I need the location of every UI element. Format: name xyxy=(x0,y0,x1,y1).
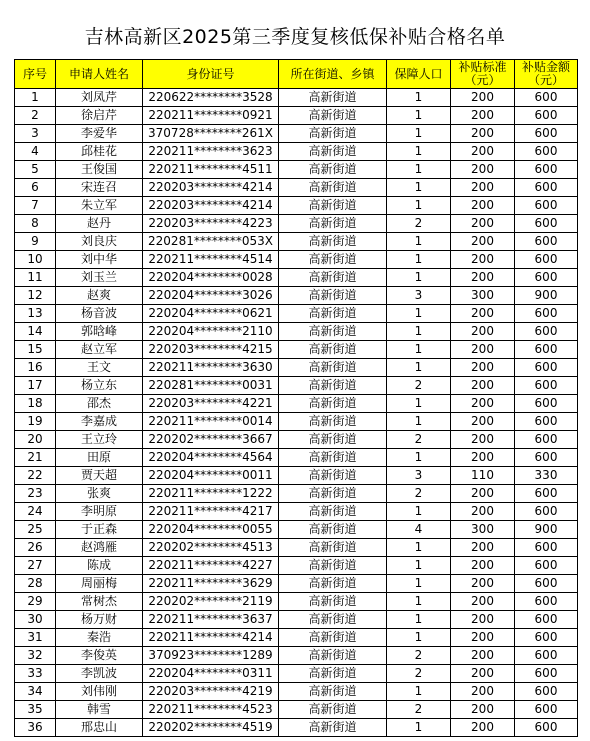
cell-street: 高新街道 xyxy=(279,323,387,341)
cell-seq: 9 xyxy=(15,233,56,251)
cell-standard: 200 xyxy=(451,89,515,107)
cell-street: 高新街道 xyxy=(279,143,387,161)
table-row xyxy=(15,251,578,269)
cell-amount: 600 xyxy=(515,305,578,323)
cell-seq: 15 xyxy=(15,341,56,359)
cell-population: 3 xyxy=(387,467,451,485)
table-row xyxy=(15,341,578,359)
cell-name: 赵鸿雁 xyxy=(56,539,143,557)
cell-population: 1 xyxy=(387,161,451,179)
cell-street: 高新街道 xyxy=(279,359,387,377)
cell-amount: 600 xyxy=(515,593,578,611)
cell-id-number: 220202********3667 xyxy=(143,431,279,449)
cell-seq: 35 xyxy=(15,701,56,719)
cell-population: 2 xyxy=(387,431,451,449)
cell-standard: 200 xyxy=(451,503,515,521)
cell-standard: 200 xyxy=(451,359,515,377)
cell-id-number: 220203********4223 xyxy=(143,215,279,233)
table-row xyxy=(15,107,578,125)
cell-amount: 600 xyxy=(515,701,578,719)
cell-street: 高新街道 xyxy=(279,431,387,449)
cell-id-number: 220204********0055 xyxy=(143,521,279,539)
cell-seq: 4 xyxy=(15,143,56,161)
cell-population: 2 xyxy=(387,485,451,503)
cell-name: 刘凤芹 xyxy=(56,89,143,107)
cell-seq: 33 xyxy=(15,665,56,683)
cell-id-number: 220202********2119 xyxy=(143,593,279,611)
cell-amount: 600 xyxy=(515,143,578,161)
cell-standard: 110 xyxy=(451,467,515,485)
table-row xyxy=(15,683,578,701)
cell-population: 1 xyxy=(387,683,451,701)
cell-id-number: 220203********4214 xyxy=(143,197,279,215)
cell-name: 杨音波 xyxy=(56,305,143,323)
cell-street: 高新街道 xyxy=(279,575,387,593)
cell-amount: 600 xyxy=(515,647,578,665)
cell-seq: 17 xyxy=(15,377,56,395)
cell-street: 高新街道 xyxy=(279,629,387,647)
cell-street: 高新街道 xyxy=(279,413,387,431)
cell-street: 高新街道 xyxy=(279,215,387,233)
table-row xyxy=(15,305,578,323)
cell-amount: 600 xyxy=(515,557,578,575)
cell-population: 1 xyxy=(387,89,451,107)
cell-seq: 24 xyxy=(15,503,56,521)
table-row xyxy=(15,215,578,233)
cell-street: 高新街道 xyxy=(279,665,387,683)
cell-standard: 200 xyxy=(451,215,515,233)
cell-seq: 1 xyxy=(15,89,56,107)
cell-id-number: 220204********4564 xyxy=(143,449,279,467)
cell-population: 1 xyxy=(387,575,451,593)
cell-amount: 600 xyxy=(515,485,578,503)
cell-standard: 200 xyxy=(451,143,515,161)
cell-street: 高新街道 xyxy=(279,341,387,359)
cell-standard: 200 xyxy=(451,377,515,395)
cell-seq: 32 xyxy=(15,647,56,665)
cell-standard: 200 xyxy=(451,575,515,593)
cell-standard: 200 xyxy=(451,557,515,575)
cell-name: 王文 xyxy=(56,359,143,377)
cell-amount: 600 xyxy=(515,215,578,233)
table-row xyxy=(15,719,578,737)
cell-name: 韩雪 xyxy=(56,701,143,719)
table-row xyxy=(15,233,578,251)
table-row xyxy=(15,323,578,341)
cell-name: 刘伟刚 xyxy=(56,683,143,701)
cell-amount: 600 xyxy=(515,161,578,179)
cell-standard: 200 xyxy=(451,323,515,341)
table-row xyxy=(15,449,578,467)
cell-name: 邵杰 xyxy=(56,395,143,413)
cell-name: 邱桂花 xyxy=(56,143,143,161)
cell-id-number: 220211********4214 xyxy=(143,629,279,647)
header-name: 申请人姓名 xyxy=(56,60,143,89)
cell-amount: 600 xyxy=(515,395,578,413)
cell-seq: 18 xyxy=(15,395,56,413)
cell-street: 高新街道 xyxy=(279,647,387,665)
table-row xyxy=(15,395,578,413)
cell-amount: 600 xyxy=(515,575,578,593)
cell-amount: 600 xyxy=(515,683,578,701)
table-row xyxy=(15,503,578,521)
cell-amount: 600 xyxy=(515,719,578,737)
table-row xyxy=(15,647,578,665)
cell-population: 1 xyxy=(387,305,451,323)
cell-street: 高新街道 xyxy=(279,395,387,413)
cell-amount: 900 xyxy=(515,521,578,539)
cell-id-number: 220203********4221 xyxy=(143,395,279,413)
cell-street: 高新街道 xyxy=(279,377,387,395)
cell-amount: 600 xyxy=(515,413,578,431)
table-row xyxy=(15,197,578,215)
cell-street: 高新街道 xyxy=(279,593,387,611)
cell-population: 1 xyxy=(387,719,451,737)
cell-population: 1 xyxy=(387,539,451,557)
cell-name: 朱立军 xyxy=(56,197,143,215)
cell-standard: 200 xyxy=(451,539,515,557)
cell-population: 3 xyxy=(387,287,451,305)
cell-population: 1 xyxy=(387,395,451,413)
cell-seq: 19 xyxy=(15,413,56,431)
cell-name: 田原 xyxy=(56,449,143,467)
cell-seq: 14 xyxy=(15,323,56,341)
cell-standard: 200 xyxy=(451,179,515,197)
table-row xyxy=(15,665,578,683)
cell-id-number: 220204********0311 xyxy=(143,665,279,683)
cell-standard: 200 xyxy=(451,341,515,359)
cell-standard: 300 xyxy=(451,521,515,539)
cell-seq: 28 xyxy=(15,575,56,593)
cell-standard: 200 xyxy=(451,431,515,449)
cell-amount: 600 xyxy=(515,503,578,521)
cell-name: 赵丹 xyxy=(56,215,143,233)
table-row xyxy=(15,485,578,503)
table-row xyxy=(15,611,578,629)
table-row xyxy=(15,161,578,179)
cell-amount: 330 xyxy=(515,467,578,485)
cell-amount: 600 xyxy=(515,611,578,629)
cell-seq: 2 xyxy=(15,107,56,125)
cell-population: 2 xyxy=(387,215,451,233)
cell-standard: 200 xyxy=(451,251,515,269)
cell-standard: 200 xyxy=(451,233,515,251)
cell-name: 李爱华 xyxy=(56,125,143,143)
cell-street: 高新街道 xyxy=(279,125,387,143)
cell-id-number: 220211********3623 xyxy=(143,143,279,161)
table-row xyxy=(15,701,578,719)
cell-street: 高新街道 xyxy=(279,719,387,737)
cell-amount: 600 xyxy=(515,431,578,449)
header-population: 保障人口 xyxy=(387,60,451,89)
cell-name: 李明原 xyxy=(56,503,143,521)
cell-name: 李凯波 xyxy=(56,665,143,683)
cell-name: 邢忠山 xyxy=(56,719,143,737)
cell-population: 2 xyxy=(387,377,451,395)
cell-standard: 200 xyxy=(451,413,515,431)
cell-standard: 200 xyxy=(451,107,515,125)
document-title: 吉林高新区2025第三季度复核低保补贴合格名单 xyxy=(84,26,506,48)
cell-population: 1 xyxy=(387,269,451,287)
cell-standard: 300 xyxy=(451,287,515,305)
cell-seq: 16 xyxy=(15,359,56,377)
cell-street: 高新街道 xyxy=(279,485,387,503)
cell-standard: 200 xyxy=(451,719,515,737)
cell-population: 2 xyxy=(387,701,451,719)
cell-name: 王立玲 xyxy=(56,431,143,449)
cell-id-number: 220622********3528 xyxy=(143,89,279,107)
cell-name: 李嘉成 xyxy=(56,413,143,431)
cell-id-number: 220204********2110 xyxy=(143,323,279,341)
cell-seq: 22 xyxy=(15,467,56,485)
cell-amount: 600 xyxy=(515,665,578,683)
cell-id-number: 370728********261X xyxy=(143,125,279,143)
cell-seq: 20 xyxy=(15,431,56,449)
cell-id-number: 220211********0921 xyxy=(143,107,279,125)
cell-seq: 12 xyxy=(15,287,56,305)
table-row xyxy=(15,143,578,161)
cell-name: 宋连召 xyxy=(56,179,143,197)
header-standard: 补贴标准（元） xyxy=(451,60,515,89)
cell-name: 李俊英 xyxy=(56,647,143,665)
cell-population: 2 xyxy=(387,647,451,665)
cell-name: 常树杰 xyxy=(56,593,143,611)
cell-id-number: 220202********4513 xyxy=(143,539,279,557)
cell-population: 1 xyxy=(387,449,451,467)
subsidy-table xyxy=(14,59,578,737)
cell-amount: 600 xyxy=(515,233,578,251)
cell-population: 1 xyxy=(387,413,451,431)
cell-street: 高新街道 xyxy=(279,683,387,701)
table-row xyxy=(15,89,578,107)
cell-street: 高新街道 xyxy=(279,305,387,323)
cell-street: 高新街道 xyxy=(279,197,387,215)
cell-population: 1 xyxy=(387,179,451,197)
cell-id-number: 220211********3629 xyxy=(143,575,279,593)
cell-standard: 200 xyxy=(451,125,515,143)
cell-amount: 600 xyxy=(515,449,578,467)
cell-street: 高新街道 xyxy=(279,449,387,467)
table-row xyxy=(15,431,578,449)
cell-street: 高新街道 xyxy=(279,701,387,719)
cell-name: 周丽梅 xyxy=(56,575,143,593)
cell-name: 刘中华 xyxy=(56,251,143,269)
cell-population: 1 xyxy=(387,503,451,521)
cell-population: 1 xyxy=(387,341,451,359)
cell-population: 1 xyxy=(387,125,451,143)
cell-id-number: 220204********0028 xyxy=(143,269,279,287)
cell-street: 高新街道 xyxy=(279,503,387,521)
cell-standard: 200 xyxy=(451,305,515,323)
cell-name: 刘良庆 xyxy=(56,233,143,251)
cell-standard: 200 xyxy=(451,683,515,701)
cell-id-number: 220211********1222 xyxy=(143,485,279,503)
cell-name: 王俊国 xyxy=(56,161,143,179)
cell-id-number: 220211********0014 xyxy=(143,413,279,431)
cell-seq: 25 xyxy=(15,521,56,539)
cell-seq: 26 xyxy=(15,539,56,557)
cell-seq: 29 xyxy=(15,593,56,611)
cell-population: 1 xyxy=(387,593,451,611)
cell-seq: 8 xyxy=(15,215,56,233)
cell-name: 陈成 xyxy=(56,557,143,575)
cell-street: 高新街道 xyxy=(279,521,387,539)
cell-id-number: 220204********0011 xyxy=(143,467,279,485)
cell-standard: 200 xyxy=(451,449,515,467)
table-row xyxy=(15,287,578,305)
cell-amount: 600 xyxy=(515,359,578,377)
cell-seq: 34 xyxy=(15,683,56,701)
table-row xyxy=(15,269,578,287)
cell-street: 高新街道 xyxy=(279,287,387,305)
cell-id-number: 220211********4523 xyxy=(143,701,279,719)
cell-seq: 7 xyxy=(15,197,56,215)
cell-population: 1 xyxy=(387,557,451,575)
cell-population: 1 xyxy=(387,359,451,377)
cell-population: 1 xyxy=(387,611,451,629)
cell-amount: 600 xyxy=(515,107,578,125)
cell-street: 高新街道 xyxy=(279,611,387,629)
cell-name: 杨万财 xyxy=(56,611,143,629)
cell-population: 1 xyxy=(387,233,451,251)
table-row xyxy=(15,521,578,539)
table-row xyxy=(15,377,578,395)
cell-population: 1 xyxy=(387,251,451,269)
cell-id-number: 220202********4519 xyxy=(143,719,279,737)
cell-standard: 200 xyxy=(451,629,515,647)
cell-name: 于正森 xyxy=(56,521,143,539)
cell-seq: 31 xyxy=(15,629,56,647)
cell-name: 郭晗峰 xyxy=(56,323,143,341)
cell-street: 高新街道 xyxy=(279,251,387,269)
cell-amount: 600 xyxy=(515,377,578,395)
cell-population: 4 xyxy=(387,521,451,539)
table-row xyxy=(15,179,578,197)
cell-id-number: 220203********4214 xyxy=(143,179,279,197)
cell-standard: 200 xyxy=(451,395,515,413)
cell-seq: 36 xyxy=(15,719,56,737)
cell-seq: 10 xyxy=(15,251,56,269)
cell-id-number: 220204********3026 xyxy=(143,287,279,305)
header-id-number: 身份证号 xyxy=(143,60,279,89)
cell-name: 徐启芹 xyxy=(56,107,143,125)
cell-standard: 200 xyxy=(451,161,515,179)
cell-name: 赵爽 xyxy=(56,287,143,305)
cell-id-number: 220211********4514 xyxy=(143,251,279,269)
cell-population: 2 xyxy=(387,665,451,683)
cell-seq: 5 xyxy=(15,161,56,179)
cell-id-number: 220281********053X xyxy=(143,233,279,251)
cell-street: 高新街道 xyxy=(279,233,387,251)
cell-seq: 11 xyxy=(15,269,56,287)
cell-street: 高新街道 xyxy=(279,161,387,179)
cell-amount: 600 xyxy=(515,89,578,107)
header-street: 所在街道、乡镇 xyxy=(279,60,387,89)
cell-standard: 200 xyxy=(451,665,515,683)
cell-amount: 600 xyxy=(515,341,578,359)
cell-id-number: 220211********4227 xyxy=(143,557,279,575)
cell-street: 高新街道 xyxy=(279,179,387,197)
cell-amount: 600 xyxy=(515,539,578,557)
cell-population: 1 xyxy=(387,143,451,161)
cell-amount: 600 xyxy=(515,629,578,647)
cell-id-number: 220281********0031 xyxy=(143,377,279,395)
table-row xyxy=(15,413,578,431)
cell-id-number: 220211********4511 xyxy=(143,161,279,179)
cell-id-number: 220211********3637 xyxy=(143,611,279,629)
cell-id-number: 220211********4217 xyxy=(143,503,279,521)
cell-amount: 600 xyxy=(515,179,578,197)
table-row xyxy=(15,593,578,611)
cell-amount: 600 xyxy=(515,197,578,215)
table-row xyxy=(15,359,578,377)
cell-street: 高新街道 xyxy=(279,557,387,575)
cell-seq: 30 xyxy=(15,611,56,629)
cell-amount: 600 xyxy=(515,251,578,269)
cell-amount: 600 xyxy=(515,269,578,287)
cell-seq: 21 xyxy=(15,449,56,467)
cell-name: 秦浩 xyxy=(56,629,143,647)
cell-id-number: 220203********4219 xyxy=(143,683,279,701)
cell-standard: 200 xyxy=(451,197,515,215)
cell-standard: 200 xyxy=(451,485,515,503)
table-row xyxy=(15,557,578,575)
cell-seq: 3 xyxy=(15,125,56,143)
cell-population: 1 xyxy=(387,197,451,215)
cell-standard: 200 xyxy=(451,593,515,611)
cell-seq: 27 xyxy=(15,557,56,575)
cell-seq: 6 xyxy=(15,179,56,197)
cell-population: 1 xyxy=(387,107,451,125)
cell-street: 高新街道 xyxy=(279,269,387,287)
cell-amount: 600 xyxy=(515,125,578,143)
cell-population: 1 xyxy=(387,629,451,647)
cell-street: 高新街道 xyxy=(279,539,387,557)
table-row xyxy=(15,629,578,647)
table-header-row xyxy=(15,60,578,89)
table-row xyxy=(15,125,578,143)
cell-name: 张爽 xyxy=(56,485,143,503)
cell-standard: 200 xyxy=(451,611,515,629)
cell-id-number: 220204********0621 xyxy=(143,305,279,323)
cell-population: 1 xyxy=(387,323,451,341)
cell-standard: 200 xyxy=(451,701,515,719)
cell-street: 高新街道 xyxy=(279,467,387,485)
header-amount: 补贴金额（元） xyxy=(515,60,578,89)
cell-name: 刘玉兰 xyxy=(56,269,143,287)
cell-id-number: 220203********4215 xyxy=(143,341,279,359)
cell-standard: 200 xyxy=(451,647,515,665)
cell-amount: 600 xyxy=(515,323,578,341)
cell-name: 杨立东 xyxy=(56,377,143,395)
table-row xyxy=(15,467,578,485)
cell-name: 贾天超 xyxy=(56,467,143,485)
cell-id-number: 370923********1289 xyxy=(143,647,279,665)
cell-street: 高新街道 xyxy=(279,107,387,125)
cell-seq: 13 xyxy=(15,305,56,323)
cell-amount: 900 xyxy=(515,287,578,305)
header-seq: 序号 xyxy=(15,60,56,89)
cell-name: 赵立军 xyxy=(56,341,143,359)
cell-seq: 23 xyxy=(15,485,56,503)
table-row xyxy=(15,575,578,593)
cell-id-number: 220211********3630 xyxy=(143,359,279,377)
cell-standard: 200 xyxy=(451,269,515,287)
table-row xyxy=(15,539,578,557)
cell-street: 高新街道 xyxy=(279,89,387,107)
